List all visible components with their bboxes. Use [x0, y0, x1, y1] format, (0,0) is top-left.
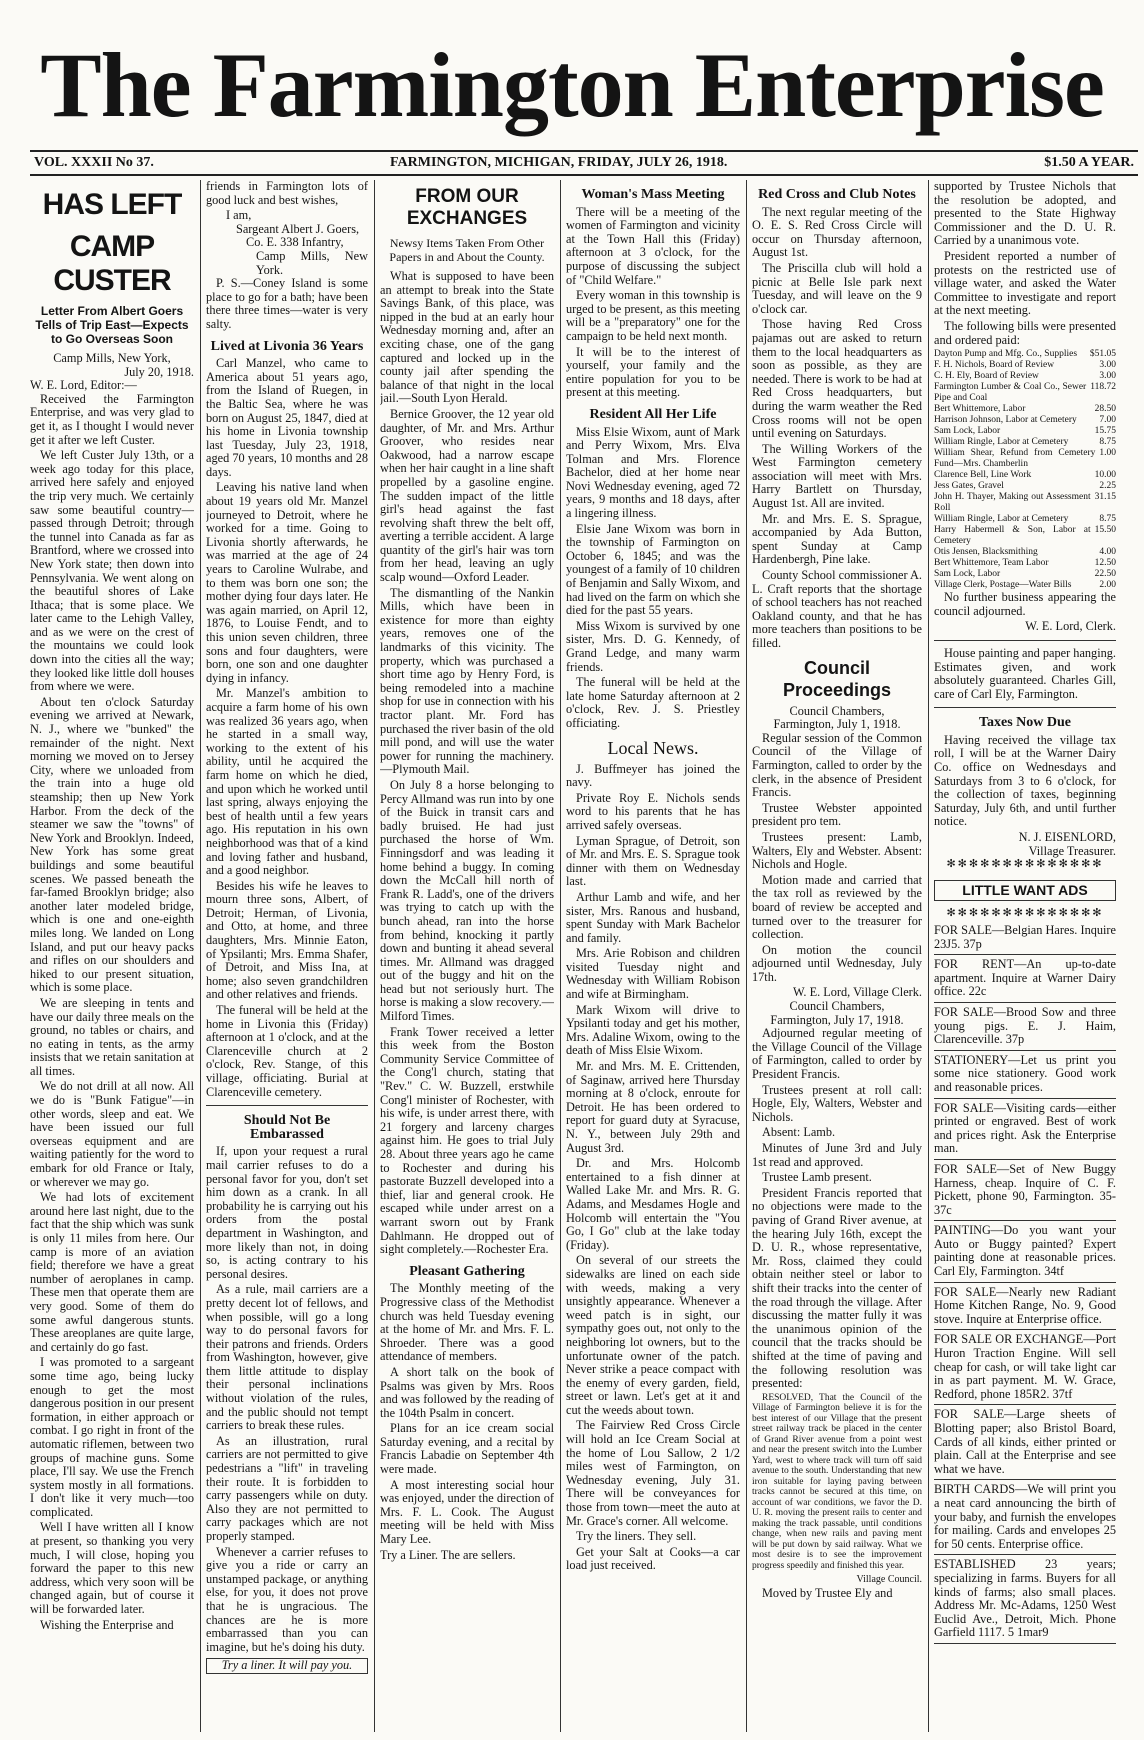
minutes-paragraph: Trustee Lamb present.	[762, 1170, 872, 1185]
bill-amount: 8.75	[1099, 437, 1116, 448]
local-item: Mr. and Mrs. M. E. Crittenden, of Saginaw, arrived here Thursday morning at 8 o'clock, enroute for Detroit. He has been ordered to report for guard duty at Syracuse, N. Y., between July 29th and August 3rd.	[566, 1059, 740, 1155]
want-ad: STATIONERY—Let us print you some nice stationery. Good work and reasonable prices.	[934, 1051, 1116, 1099]
article-paragraph: We do not drill at all now. All we do is "Bunk Fatigue"—in other words, sleep and eat. We have been issued our full overseas equipment and are waiting patiently for the word to embark for old France or Italy, or wherever we may go.	[30, 1079, 194, 1189]
local-item: Lyman Sprague, of Detroit, son of Mr. and Mrs. E. S. Sprague took dinner with them on Wednesday last.	[566, 833, 740, 889]
bill-payee: William Ringle, Labor at Cemetery	[934, 437, 1069, 448]
gathering-heading: Pleasant Gathering	[409, 1263, 525, 1279]
bill-payee: Village Clerk, Postage—Water Bills	[934, 580, 1072, 591]
bill-row	[934, 492, 1116, 514]
bill-row	[934, 426, 1116, 437]
liner-ad: Try a Liner. The are sellers.	[380, 1547, 516, 1562]
minutes-paragraph: Absent: Lamb.	[762, 1125, 836, 1140]
letter-closing: friends in Farmington lots of good luck and best wishes,	[206, 180, 368, 207]
local-item: J. Buffmeyer has joined the navy.	[566, 761, 740, 790]
article-paragraph: We had lots of excitement around here last night, due to the fact that the ship which was sunk is only 11 miles from here. Our camp is more of an aviation field; therefore we have a great number of aeroplanes in camp. These men that operate them are very good. Some of them do some awful dangerous stunts. These areoplanes are quite large, and certainly do go fast.	[30, 1190, 194, 1354]
carrier-article-heading: Should Not Be Embarassed	[243, 1113, 331, 1142]
ornament-border: ✻✻✻✻✻✻✻✻✻✻✻✻✻✻	[946, 858, 1104, 871]
volume-number: VOL. XXXII No 37.	[34, 155, 154, 170]
headline-line-1: HAS LEFT	[42, 188, 182, 221]
local-item: The Fairview Red Cross Circle will hold an Ice Cream Social at the home of Lou Sallow, 2 1/2 miles west of Farmington, on Wednesday evening, July 31. There will be conveyances for those from town—meet the auto at Mr. Grace's corner. All welcome.	[566, 1418, 740, 1528]
column-4	[566, 180, 740, 1732]
bill-payee: Jess Gates, Gravel	[934, 481, 1004, 492]
column-3	[380, 180, 554, 1732]
bill-amount: 22.50	[1094, 569, 1116, 580]
obituary-heading: Resident All Her Life	[589, 406, 717, 422]
bill-row	[934, 569, 1116, 580]
bill-row	[934, 382, 1116, 404]
club-notes-heading: Red Cross and Club Notes	[758, 187, 916, 202]
meeting-date: Farmington, July 1, 1918.	[773, 717, 901, 732]
minutes-paragraph: President Francis reported that no objections were made to the paving of Grand River avenue, at the hearing July 16th, except the D. U. R., whose representative, Mr. Ross, claimed they could obtain neither steel or labor to shift their tracks into the center of the road through the village. After discussing the matter fully it was the unanimous opinion of the council that the tracks should be shifted at the time of paving and the following resolution was presented:	[752, 1185, 922, 1391]
bill-payee: Bert Whittemore, Labor	[934, 404, 1026, 415]
news-item: The dismantling of the Nankin Mills, which have been in existence for more than eighty years, removes one of the landmarks of this vicinity. The property, which was purchased a short time ago by Henry Ford, is being remodeled into a machine shop for use in connection with his tractor plant. Mr. Ford has purchased the river basin of the old mill pond, and will use the water power for running the machinery.—Plymouth Mail.	[380, 585, 554, 777]
club-note: Those having Red Cross pajamas out are asked to return them to the local headquarters as soon as possible, as they are needed. There is work to be had at Red Cross headquarters, but during the warm weather the Red Cross rooms will not be open until evening on Saturdays.	[752, 317, 922, 441]
obituary-paragraph: Elsie Jane Wixom was born in the township of Farmington on October 6, 1845; and was the youngest of a family of 10 children of Benjamin and Sally Wixom, and had lived on the farm on which she died for the past 55 years.	[566, 521, 740, 618]
local-item: Dr. and Mrs. Holcomb entertained to a fish dinner at Walled Lake Mr. and Mrs. R. G. Adams, and Mesdames Hogle and Holcomb will entertain the "You Go, I Go" club at the lake today (Friday).	[566, 1156, 740, 1252]
obituary-paragraph: Besides his wife he leaves to mourn three sons, Albert, of Detroit; Herman, of Livonia, and Otto, at home, and three daughters, Mrs. Minnie Eaton, of Ypsilanti; Mrs. Emma Shafer, of Detroit, and Miss Ina, at home; also seven grandchildren and other relatives and friends.	[206, 878, 368, 1002]
column-5	[752, 180, 922, 1732]
signature-line: Sargeant Albert J. Goers,	[236, 221, 360, 236]
column-rule	[560, 180, 561, 1732]
signature-line: I am,	[226, 208, 252, 223]
bill-payee: Harry Habermell & Son, Labor at Cemetery	[934, 525, 1091, 547]
article-paragraph: There will be a meeting of the women of Farmington and vicinity at the Town Hall this (Friday) afternoon at 3 o'clock, for the purpose of discussing the subject of "Child Welfare."	[566, 204, 740, 287]
article-paragraph: Plans for an ice cream social Saturday evening, and a recital by Francis Labadie on September 4th were made.	[380, 1421, 554, 1477]
minutes-paragraph: On motion the council adjourned until Wednesday, July 17th.	[752, 942, 922, 984]
bill-amount: 31.15	[1094, 492, 1116, 503]
bill-payee: Sam Lock, Labor	[934, 426, 1001, 437]
letter-salutation: W. E. Lord, Editor:—	[30, 378, 137, 393]
bill-payee: F. H. Nichols, Board of Review	[934, 360, 1055, 371]
want-ad: FOR SALE—Nearly new Radiant Home Kitchen Range, No. 9, Good stove. Inquire at Enterprise office.	[934, 1283, 1116, 1331]
article-paragraph: It will be to the interest of yourself, your family and the entire population for you to be present at this meeting.	[566, 344, 740, 400]
treasurer-title: Village Treasurer.	[1028, 843, 1116, 858]
bill-payee: Harrison Johnson, Labor at Cemetery	[934, 415, 1077, 426]
clerk-signature: W. E. Lord, Village Clerk.	[792, 985, 922, 1000]
signature-line: Camp Mills, New York.	[256, 248, 368, 277]
obituary-paragraph: The funeral will be held at the home in Livonia this (Friday) afternoon at 1 o'clock, and at the Clarenceville church at 2 o'clock, Rev. Stange, of this village, officiating. Burial at Clarenceville cemetery.	[206, 1003, 368, 1099]
article-paragraph: Every woman in this township is urged to be present, as this meeting will be a "preparatory" one for the campaign to be held next month.	[566, 288, 740, 343]
meeting-location: Council Chambers,	[789, 999, 885, 1014]
bills-list	[934, 349, 1116, 591]
bill-amount: 1.00	[1099, 448, 1116, 459]
article-paragraph: We left Custer July 13th, or a week ago today for this place, arrived here safely and enjoyed the trip very much. We certainly saw some beautiful country—passed through Detroit; through the tunnel into Canada as far as Brantford, where we crossed into New York state; then down into Pennsylvania. We went along on the beautiful shores of Lake Ithaca; that is some place. We later came to the Lehigh Valley, and as we were on the crest of the mountains we could look down into the cities all the way; they looked like little doll houses from where we were.	[30, 448, 194, 694]
article-paragraph: A most interesting social hour was enjoyed, under the direction of Mrs. F. L. Cook. The August meeting will be held with Miss Mary Lee.	[380, 1477, 554, 1547]
council-heading: Council Proceedings	[782, 657, 892, 700]
subscription-price: $1.50 A YEAR.	[1044, 155, 1134, 170]
bill-amount: 10.00	[1094, 470, 1116, 481]
bill-payee: Clarence Bell, Line Work	[934, 470, 1032, 481]
postscript: P. S.—Coney Island is some place to go for a bath; have been there three times—water is very salty.	[206, 276, 368, 331]
article-paragraph: The Monthly meeting of the Progressive class of the Methodist church was held Tuesday evening at the home of Mr. and Mrs. F. L. Shroeder. There was a good attendance of members.	[380, 1281, 554, 1364]
bill-row	[934, 404, 1116, 415]
bill-amount: 118.72	[1090, 382, 1116, 393]
bill-amount: 2.00	[1099, 580, 1116, 591]
local-item: Arthur Lamb and wife, and her sister, Mrs. Ranous and husband, spent Sunday with Mark Bachelor and family.	[566, 889, 740, 945]
clerk-signature: W. E. Lord, Clerk.	[1025, 619, 1116, 634]
column-2	[206, 180, 368, 1732]
article-paragraph: A short talk on the book of Psalms was given by Mrs. Roos and was followed by the reading of the 104th Psalm in concert.	[380, 1364, 554, 1420]
column-1	[30, 180, 194, 1732]
want-ads-heading: LITTLE WANT ADS	[934, 880, 1116, 902]
divider	[934, 640, 1116, 641]
bill-row	[934, 547, 1116, 558]
news-item: On July 8 a horse belonging to Percy Allmand was run into by one of the Buick in transit cars and badly bruised. He had just purchased the horse of Wm. Finningsdorf and was leading it home behind a buggy. In coming down the McCall hill north of Frank R. Ladd's, one of the drivers was trying to catch up with the bunch ahead, ran into the horse from behind, knocking it partly down and bunting it ahead several times. Mr. Allmand was dragged out of the buggy and hit on the head but not seriously hurt. The horse is making a slow recovery.—Milford Times.	[380, 777, 554, 1024]
bill-payee: C. H. Ely, Board of Review	[934, 371, 1039, 382]
local-news-heading: Local News.	[607, 737, 699, 758]
want-ad: FOR SALE—Visiting cards—either printed or engraved. Best of work and prices right. Ask the Enterprise man.	[934, 1099, 1116, 1160]
bill-row	[934, 481, 1116, 492]
minutes-paragraph: Minutes of June 3rd and July 1st read and approved.	[752, 1141, 922, 1169]
divider	[206, 1105, 368, 1106]
local-item: Get your Salt at Cooks—a car load just received.	[566, 1544, 740, 1573]
minutes-paragraph: Trustee Webster appointed president pro tem.	[752, 800, 922, 829]
article-paragraph: As an illustration, rural carriers are not permitted to give pedestrians a "lift" in traveling their route. It is forbidden to carry passengers while on duty. Also they are not permitted to carry packages which are not properly stamped.	[206, 1433, 368, 1543]
obituary-paragraph: The funeral will be held at the late home Saturday afternoon at 2 o'clock, Rev. J. S. Priestley officiating.	[566, 675, 740, 730]
bill-amount: 15.75	[1094, 426, 1116, 437]
bill-amount: 3.00	[1099, 360, 1116, 371]
bill-payee: Sam Lock, Labor	[934, 569, 1001, 580]
want-ad: FOR SALE OR EXCHANGE—Port Huron Traction Engine. Will sell cheap for cash, or will take light car in as part payment. M. W. Grace, Redford, phone 185R2. 37tf	[934, 1330, 1116, 1405]
club-note: County School commissioner A. L. Craft reports that the shortage of school teachers has not reached Oakland county, and that he has more teachers than positions to be filled.	[752, 568, 922, 650]
article-paragraph: As a rule, mail carriers are a pretty decent lot of fellows, and when possible, will go a long way to do personal favors for their patrons and friends. Orders from Washington, however, give them little attitude to display their personal inclinations without violation of the rules, and the public should not tempt carriers to break these rules.	[206, 1282, 368, 1433]
bills-heading: The following bills were presented and ordered paid:	[934, 318, 1116, 347]
bill-amount: 4.00	[1099, 547, 1116, 558]
exchanges-heading: FROM OUR EXCHANGES	[406, 186, 528, 229]
minutes-paragraph: Trustees present: Lamb, Walters, Ely and Webster. Absent: Nichols and Hogle.	[752, 829, 922, 872]
news-item: Frank Tower received a letter this week from the Boston Community Service Committee of the Cong'l church, stating that "Rev." C. W. Buzzell, erstwhile Cong'l minister of Rochester, with his wife, is under arrest there, with 21 forgery and larceny charges against him. He goes to trial July 28. About three years ago he came to Rochester and during his pastorate Buzzell developed into a thief, liar and general crook. He escaped while under arrest on a warrant sworn out by Frank Dahlmann. He dropped out of sight completely.—Rochester Era.	[380, 1024, 554, 1257]
club-note: Mr. and Mrs. E. S. Sprague, accompanied by Ada Button, spent Sunday at Camp Hardenbergh, Pine lake.	[752, 511, 922, 567]
minutes-paragraph: Regular session of the Common Council of the Village of Farmington, called to order by the clerk, in the absence of President Francis.	[752, 730, 922, 800]
article-paragraph: About ten o'clock Saturday evening we arrived at Newark, N. J., where we "bunked" the remainder of the night. Next morning we moved on to Jersey City, where we unloaded from the train into a huge old steamship; then up New York Harbor. From the deck of the steamer we saw the "towns" of New York and Brooklyn. Indeed, New York has some great buildings and some beautiful scenes. We passed beneath the far-famed Brooklyn bridge; also another later modeled bridge, which is one and one-eighth miles long. We landed on Long Island, and put our heavy packs and rifles on our shoulders and hiked to our present situation, which is some place.	[30, 694, 194, 995]
obituary-heading: Lived at Livonia 36 Years	[210, 338, 364, 354]
article-paragraph: I was promoted to a sargeant some time ago, being lucky enough to get the most dangerous position in our present formation, in either approach or combat. I go right in front of the automatic riflemen, between two groups of machine guns. Some place, I'll say. We use the French system mostly in all formations. I don't like it very much—too complicated.	[30, 1355, 194, 1519]
minutes-paragraph: Moved by Trustee Ely and	[762, 1585, 893, 1600]
bill-payee: William Shear, Refund from Cemetery Fund—Mrs. Chamberlin	[934, 448, 1096, 470]
bill-payee: Farmington Lumber & Coal Co., Sewer Pipe and Coal	[934, 382, 1087, 404]
local-item: Private Roy E. Nichols sends word to his parents that he has arrived safely overseas.	[566, 790, 740, 832]
painting-notice: House painting and paper hanging. Estimates given, and work absolutely guaranteed. Charles Gill, care of Carl Ely, Farmington.	[934, 645, 1116, 701]
want-ad: FOR SALE—Set of New Buggy Harness, cheap. Inquire of C. F. Pickett, phone 90, Farmington. 35-37c	[934, 1160, 1116, 1221]
bill-amount: 15.50	[1094, 525, 1116, 536]
obituary-paragraph: Carl Manzel, who came to America about 51 years ago, from the Island of Ruegen, in the Baltic Sea, where he was born on August 25, 1847, died at his home in Livonia township last Tuesday, July 23, 1918, aged 70 years, 10 months and 28 days.	[206, 356, 368, 479]
taxes-heading: Taxes Now Due	[978, 715, 1072, 731]
minutes-paragraph: Trustees present at roll call: Hogle, Ely, Walters, Webster and Nichols.	[752, 1082, 922, 1124]
place-date: FARMINGTON, MICHIGAN, FRIDAY, JULY 26, 1918.	[390, 155, 728, 170]
bill-amount: 28.50	[1094, 404, 1116, 415]
letter-date: July 20, 1918.	[124, 364, 194, 379]
bill-row	[934, 525, 1116, 547]
obituary-paragraph: Leaving his native land when about 19 years old Mr. Manzel journeyed to Detroit, where he worked for a time. Going to Livonia shortly afterwards, he was married at the age of 24 years to Caroline Wulrabe, and to them was born one son; the mother dying four days later. He was again married, on April 12, 1876, to Louise Fendt, and to this union seven children, three sons and four daughters, were born, one son and one daughter dying in infancy.	[206, 480, 368, 685]
local-item: Mark Wixom will drive to Ypsilanti today and get his mother, Mrs. Adaline Wixom, owing to the death of Miss Elsie Wixom.	[566, 1002, 740, 1058]
minutes-paragraph: Motion made and carried that the tax roll as reviewed by the board of review be accepted and turned over to the treasurer for collection.	[752, 872, 922, 942]
obituary-paragraph: Miss Wixom is survived by one sister, Mrs. D. G. Kennedy, of Grand Ledge, and many warm friends.	[566, 618, 740, 674]
bill-payee: John H. Thayer, Making out Assessment Roll	[934, 492, 1091, 514]
club-note: The Priscilla club will hold a picnic at Belle Isle park next Tuesday, and will leave on the 9 o'clock car.	[752, 260, 922, 316]
column-rule	[200, 180, 201, 1732]
dateline	[30, 150, 1138, 176]
minutes-continued: supported by Trustee Nichols that the resolution be adopted, and presented to the State Highway Commissioner and the D. U. R. Carried by a unanimous vote.	[934, 180, 1116, 248]
signature-line: Co. E. 338 Infantry,	[246, 235, 344, 250]
bill-row	[934, 470, 1116, 481]
bill-amount: 7.00	[1099, 415, 1116, 426]
taxes-notice: Having received the village tax roll, I will be at the Warner Dairy Co. office on Wednesdays and Saturdays from 3 to 6 o'clock, for the collection of taxes, beginning Saturday, July 6th, and until further notice.	[934, 732, 1116, 829]
want-ad: FOR SALE—Brood Sow and three young pigs. E. J. Haim, Clarenceville. 37p	[934, 1003, 1116, 1051]
masthead: The Farmington Enterprise	[40, 34, 1104, 136]
adjournment: No further business appearing the council adjourned.	[934, 590, 1116, 618]
bill-amount: 12.50	[1094, 558, 1116, 569]
bill-row	[934, 437, 1116, 448]
bill-row	[934, 448, 1116, 470]
bill-row	[934, 514, 1116, 525]
local-item: Mrs. Arie Robison and children visited Tuesday night and Wednesday with William Robison and wife at Birmingham.	[566, 946, 740, 1002]
column-rule	[374, 180, 375, 1732]
article-paragraph: Received the Farmington Enterprise, and was very glad to get it, as I thought I would never get it after we left Custer.	[30, 391, 194, 447]
club-note: The next regular meeting of the O. E. S. Red Cross Circle will occur on Thursday afternoon, August 1st.	[752, 204, 922, 260]
subheadline: Letter From Albert Goers Tells of Trip East—Expects to Go Overseas Soon	[35, 304, 189, 346]
bill-row	[934, 360, 1116, 371]
minutes-paragraph: Adjourned regular meeting of the Village Council of the Village of Farmington, called to order by President Francis.	[752, 1026, 922, 1082]
resolution-text: RESOLVED, That the Council of the Village of Farmington believe it is for the best interest of our Village that the present street railway track be placed in the center of Grand River avenue from a point west and near the present switch into the Lumber Yard, west to where track will turn off said avenue to the south. Understanding that new iron suitable for laying paving between tracks cannot be secured at this time, on account of war conditions, we favor the D. U. R. moving the present rails to center and making the track passable, until conditions change, when new rails and paving ment will be put down by said railway. What we most desire is to see the improvement progress speedily and finished this year.	[752, 1392, 922, 1571]
divider	[934, 707, 1116, 708]
column-6	[934, 180, 1116, 1732]
want-ad: FOR SALE—Belgian Hares. Inquire 23J5. 37p	[934, 921, 1116, 955]
bill-payee: William Ringle, Labor at Cemetery	[934, 514, 1069, 525]
column-rule	[746, 180, 747, 1732]
want-ad: FOR RENT—An up-to-date apartment. Inquire at Warner Dairy office. 22c	[934, 955, 1116, 1003]
obituary-paragraph: Miss Elsie Wixom, aunt of Mark and Perry Wixom, Mrs. Elva Tolman and Mrs. Florence Bachelor, died at her home near Novi Wednesday evening, aged 72 years, 9 months and 18 days, after a lingering illness.	[566, 424, 740, 521]
local-item: Try the liners. They sell.	[576, 1529, 697, 1544]
want-ad: ESTABLISHED 23 years; specializing in farms. Buyers for all kinds of farms; also small places. Address Mr. Mc-Adams, 1250 West Euclid Ave., Detroit, Mich. Phone Garfield 1117. 5 1mar9	[934, 1555, 1116, 1644]
minutes-paragraph: President reported a number of protests on the restricted use of village water, and asked the Water Committee to investigate and report at the next meeting.	[934, 248, 1116, 318]
bill-amount: 2.25	[1099, 481, 1116, 492]
letter-location: Camp Mills, New York,	[53, 351, 171, 365]
liner-ad: Try a liner. It will pay you.	[206, 1658, 368, 1674]
want-ad: FOR SALE—Large sheets of Blotting paper; also Bristol Board, Cards of all kinds, either printed or plain. Call at the Enterprise and see what we have.	[934, 1405, 1116, 1480]
news-item: What is supposed to have been an attempt to break into the State Savings Bank, of this place, was nipped in the bud at an early hour Wednesday morning and, after an exciting chase, one of the gang captured and locked up in the county jail after spending the balance of that night in the local jail.—South Lyon Herald.	[380, 269, 554, 406]
bill-row	[934, 558, 1116, 569]
meeting-location: Council Chambers,	[789, 703, 885, 718]
column-rule	[928, 180, 929, 1732]
article-paragraph: We are sleeping in tents and have our daily three meals on the ground, no tables or chairs, and no eating in tents, as the army insists that we retain sanitation at all times.	[30, 995, 194, 1078]
bill-row	[934, 371, 1116, 382]
bill-row	[934, 349, 1116, 360]
article-paragraph: If, upon your request a rural mail carrier refuses to do a personal favor for you, don't set him down as a crank. In all probability he is carrying out his orders from the postal department in Washington, and more likely than not, in doing so, is acting contrary to his personal desires.	[206, 1144, 368, 1281]
exchanges-subheading: Newsy Items Taken From Other Papers in and About the County.	[389, 236, 545, 264]
news-item: Bernice Groover, the 12 year old daughter, of Mr. and Mrs. Arthur Groover, who resides near Oakwood, had a narrow escape when her hair caught in a line shaft propelled by a gasoline engine. The sudden impact of the little girl's head against the fast revolving shaft threw the belt off, averting a terrible accident. A large quantity of the girl's hair was torn from her head, leaving an ugly scalp wound—Oxford Leader.	[380, 406, 554, 585]
want-ad: BIRTH CARDS—We will print you a neat card announcing the birth of your baby, and furnish the envelopes for mailing. Cards and envelopes 25 for 50 cents. Enterprise office.	[934, 1480, 1116, 1555]
treasurer-name: N. J. EISENLORD,	[1018, 830, 1116, 845]
meeting-date: Farmington, July 17, 1918.	[770, 1012, 904, 1027]
article-paragraph: Wishing the Enterprise and	[40, 1617, 174, 1632]
local-item: On several of our streets the sidewalks are lined on each side with weeds, making a very unsightly appearance. Whenever a weed patch is in sight, our sympathy goes out, not only to the neighboring lot owners, but to the unfortunate owner of the patch. Never strike a peace compact with the enemy of every garden, field, street or lawn. Let's get at it and cut the weeds about town.	[566, 1253, 740, 1417]
want-ad: PAINTING—Do you want your Auto or Buggy painted? Expert painting done at reasonable prices. Carl Ely, Farmington. 34tf	[934, 1221, 1116, 1282]
bill-amount: 3.00	[1099, 371, 1116, 382]
club-note: The Willing Workers of the West Farmington cemetery association will meet with Mrs. Harry Bartlett on Thursday, August 1st. All are invited.	[752, 441, 922, 511]
article-paragraph: Whenever a carrier refuses to give you a ride or carry an unstamped package, or anything else, for you, it does not prove that he is ungracious. The chances are he is more embarrassed than you can imagine, but he's doing his duty.	[206, 1544, 368, 1654]
ornament-border: ✻✻✻✻✻✻✻✻✻✻✻✻✻✻	[946, 907, 1104, 920]
bill-row	[934, 415, 1116, 426]
bill-amount: $51.05	[1089, 349, 1116, 360]
obituary-paragraph: Mr. Manzel's ambition to acquire a farm home of his own was realized 36 years ago, when he started in a small way, working to the extent of his ability, until he acquired the farm home on which he died, and upon which he worked until last spring, always enjoying the best of health until a few years ago. His reputation in his own neighborhood was that of a kind and loving father and husband, and a good neighbor.	[206, 686, 368, 878]
headline-line-2: CAMP CUSTER	[53, 230, 171, 297]
bill-payee: Dayton Pump and Mfg. Co., Supplies	[934, 349, 1078, 360]
meeting-heading: Woman's Mass Meeting	[581, 187, 725, 202]
bill-payee: Bert Whittemore, Team Labor	[934, 558, 1049, 569]
article-paragraph: Well I have written all I know at present, so thanking you very much, I will close, hoping you forward the paper to this new address, which very soon will be changed again, but of course it will be forwarded later.	[30, 1520, 194, 1617]
resolution-signature: Village Council.	[856, 1574, 922, 1586]
bill-payee: Otis Jensen, Blacksmithing	[934, 547, 1038, 558]
bill-amount: 8.75	[1099, 514, 1116, 525]
